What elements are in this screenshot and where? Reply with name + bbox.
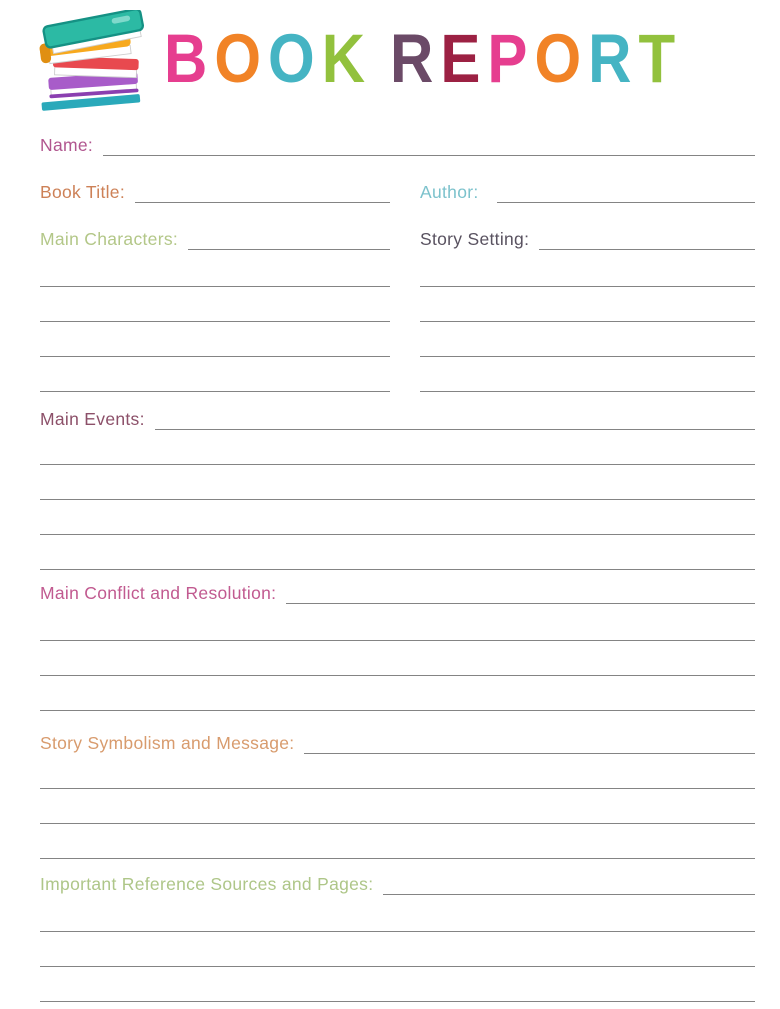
references-label: Important Reference Sources and Pages: xyxy=(40,874,374,894)
ruled-line xyxy=(420,287,755,322)
title-letter: T xyxy=(638,20,683,97)
name-field-row xyxy=(40,135,755,156)
title-letter: K xyxy=(321,20,373,97)
name-label: Name: xyxy=(40,135,94,155)
title-letter: R xyxy=(390,20,441,97)
title-letter: O xyxy=(534,20,589,97)
characters-setting-lines xyxy=(40,250,755,392)
main-events-write-line xyxy=(155,429,755,430)
ruled-line xyxy=(40,500,755,535)
ruled-line xyxy=(40,604,755,641)
symbolism-write-line xyxy=(304,753,755,754)
ruled-line xyxy=(40,932,755,967)
book-title-label: Book Title: xyxy=(40,182,126,202)
symbolism-lines xyxy=(40,754,755,859)
references-field-row xyxy=(40,874,755,895)
ruled-line xyxy=(420,250,755,287)
references-lines xyxy=(40,895,755,1002)
symbolism-field-row xyxy=(40,733,755,754)
main-characters-field-row xyxy=(40,229,390,250)
ruled-line xyxy=(40,895,755,932)
ruled-line xyxy=(40,250,390,287)
main-conflict-label: Main Conflict and Resolution: xyxy=(40,583,277,603)
book-stack-icon xyxy=(26,10,154,116)
ruled-line xyxy=(40,641,755,676)
title-letter: B xyxy=(164,20,215,97)
ruled-line xyxy=(40,967,755,1002)
main-conflict-field-row xyxy=(40,583,755,604)
ruled-line xyxy=(40,789,755,824)
title-letter: E xyxy=(440,20,488,97)
main-events-lines xyxy=(40,430,755,570)
ruled-line xyxy=(40,322,390,357)
ruled-line xyxy=(40,676,755,711)
title-letter: P xyxy=(487,20,535,97)
characters-lines-column xyxy=(40,250,390,392)
characters-setting-row xyxy=(40,229,755,250)
main-events-field-row xyxy=(40,409,755,430)
ruled-line xyxy=(40,357,390,392)
ruled-line xyxy=(40,465,755,500)
ruled-line xyxy=(420,357,755,392)
author-field-row xyxy=(420,182,755,203)
title-letter: O xyxy=(214,20,269,97)
title-letter: R xyxy=(588,20,639,97)
main-characters-label: Main Characters: xyxy=(40,229,179,249)
ruled-line xyxy=(40,824,755,859)
name-write-line xyxy=(103,155,755,156)
author-label: Author: xyxy=(420,182,479,202)
symbolism-label: Story Symbolism and Message: xyxy=(40,733,295,753)
page-title xyxy=(164,20,683,97)
ruled-line xyxy=(40,287,390,322)
references-write-line xyxy=(383,894,755,895)
ruled-line xyxy=(40,430,755,465)
book-title-write-line xyxy=(135,202,390,203)
setting-lines-column xyxy=(420,250,755,392)
title-author-row xyxy=(40,182,755,203)
ruled-line xyxy=(40,535,755,570)
story-setting-field-row xyxy=(420,229,755,250)
header xyxy=(0,0,780,120)
main-conflict-lines xyxy=(40,604,755,711)
ruled-line xyxy=(420,322,755,357)
story-setting-label: Story Setting: xyxy=(420,229,530,249)
book-title-field-row xyxy=(40,182,390,203)
main-conflict-write-line xyxy=(286,603,755,604)
author-write-line xyxy=(497,202,755,203)
main-events-label: Main Events: xyxy=(40,409,145,429)
title-letter: O xyxy=(268,20,322,97)
ruled-line xyxy=(40,754,755,789)
form xyxy=(0,135,780,1002)
